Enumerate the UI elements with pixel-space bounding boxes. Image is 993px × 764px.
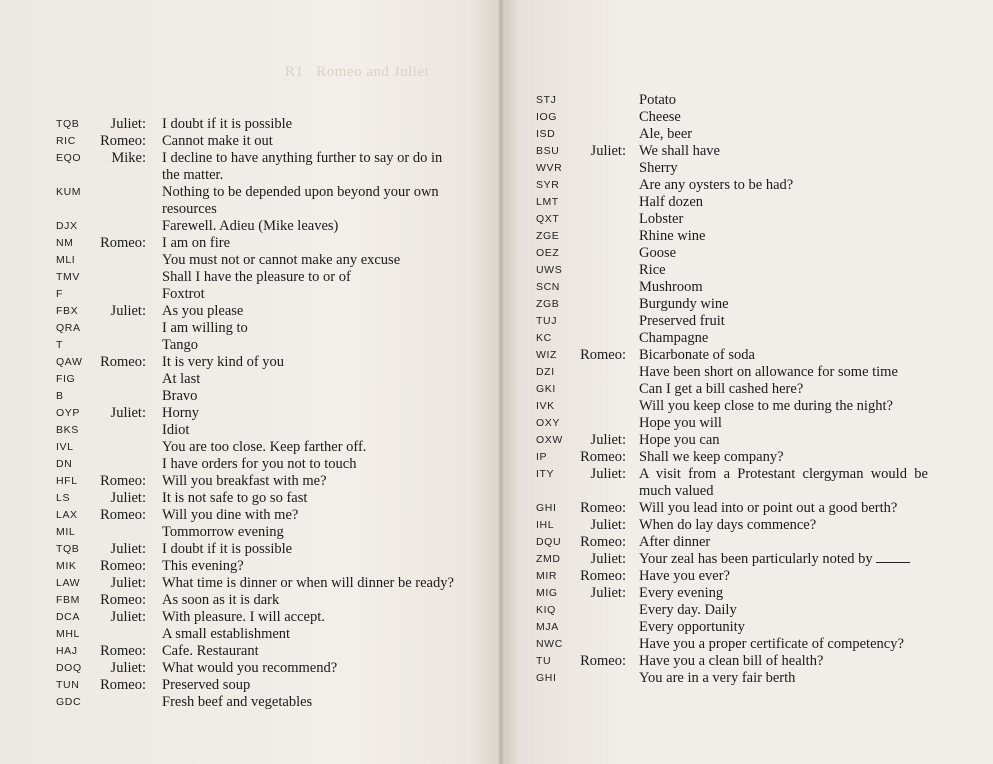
signal-code: QXT <box>536 213 560 225</box>
code-entry-row <box>0 473 500 490</box>
code-entry-row <box>0 592 500 609</box>
signal-code: TUN <box>56 679 80 691</box>
speaker-label: Romeo: <box>580 449 626 465</box>
code-entry-row <box>0 201 500 218</box>
signal-code: NM <box>56 237 74 249</box>
signal-code: TQB <box>56 118 80 130</box>
code-entry-row <box>500 432 993 449</box>
signal-code: ZMD <box>536 553 561 565</box>
signal-code: DN <box>56 458 73 470</box>
message-text: Horny <box>162 405 200 421</box>
signal-code: LAX <box>56 509 78 521</box>
speaker-label: Juliet: <box>110 405 146 421</box>
message-text: Will you breakfast with me? <box>162 473 327 489</box>
message-text: You are in a very fair berth <box>639 670 796 686</box>
speaker-label: Romeo: <box>100 235 146 251</box>
message-text: When do lay days commence? <box>639 517 817 533</box>
code-entry-row <box>500 245 993 262</box>
message-text: much valued <box>639 483 714 499</box>
code-entry-row <box>0 660 500 677</box>
code-entry-row <box>500 398 993 415</box>
message-text: What would you recommend? <box>162 660 338 676</box>
code-entry-row <box>0 575 500 592</box>
code-entry-row <box>0 133 500 150</box>
signal-code: SYR <box>536 179 560 191</box>
signal-code: OEZ <box>536 247 560 259</box>
code-entry-row <box>500 160 993 177</box>
message-text: Your zeal has been particularly noted by <box>639 551 910 568</box>
speaker-label: Juliet: <box>110 490 146 506</box>
message-text: Cheese <box>639 109 681 125</box>
message-text: Lobster <box>639 211 684 227</box>
signal-code: MHL <box>56 628 80 640</box>
code-entry-row <box>0 184 500 201</box>
message-text: Every day. Daily <box>639 602 737 618</box>
signal-code: KIQ <box>536 604 556 616</box>
code-entry-row <box>0 303 500 320</box>
code-entry-row <box>500 483 993 500</box>
message-text: As soon as it is dark <box>162 592 280 608</box>
signal-code: ITY <box>536 468 555 480</box>
signal-code: EQO <box>56 152 82 164</box>
speaker-label: Juliet: <box>590 143 626 159</box>
signal-code: F <box>56 288 64 300</box>
message-text: It is not safe to go so fast <box>162 490 308 506</box>
signal-code: GHI <box>536 502 557 514</box>
code-entry-row <box>0 507 500 524</box>
code-entry-row <box>500 126 993 143</box>
code-entry-row <box>0 337 500 354</box>
speaker-label: Romeo: <box>580 500 626 516</box>
speaker-label: Juliet: <box>110 116 146 132</box>
message-text: Burgundy wine <box>639 296 729 312</box>
message-text: Have been short on allowance for some time <box>639 364 898 380</box>
signal-code: B <box>56 390 64 402</box>
code-entry-row <box>500 653 993 670</box>
message-text: resources <box>162 201 217 217</box>
code-entry-row <box>0 150 500 167</box>
code-entry-row <box>0 609 500 626</box>
speaker-label: Juliet: <box>110 303 146 319</box>
message-text: Fresh beef and vegetables <box>162 694 313 710</box>
message-text: As you please <box>162 303 244 319</box>
signal-code: IVK <box>536 400 555 412</box>
signal-code: LMT <box>536 196 559 208</box>
signal-code: FBX <box>56 305 79 317</box>
speaker-label: Juliet: <box>590 466 626 482</box>
code-entry-row <box>0 439 500 456</box>
code-entry-row <box>0 643 500 660</box>
signal-code: MLI <box>56 254 76 266</box>
code-entry-row <box>0 405 500 422</box>
signal-code: BSU <box>536 145 560 157</box>
message-text: Hope you will <box>639 415 722 431</box>
signal-code: LS <box>56 492 71 504</box>
signal-code: ISD <box>536 128 556 140</box>
code-entry-row <box>0 354 500 371</box>
message-text: I decline to have anything further to say or do in <box>162 150 443 166</box>
message-text: Rice <box>639 262 666 278</box>
speaker-label: Romeo: <box>100 558 146 574</box>
signal-code: KC <box>536 332 552 344</box>
code-entry-row <box>500 330 993 347</box>
message-text: the matter. <box>162 167 224 183</box>
message-text: Nothing to be depended upon beyond your own <box>162 184 439 200</box>
signal-code: IHL <box>536 519 555 531</box>
code-entry-row <box>500 177 993 194</box>
code-entry-row <box>500 517 993 534</box>
code-entry-row <box>0 235 500 252</box>
right-page <box>500 0 993 764</box>
code-entry-row <box>500 347 993 364</box>
message-text: Potato <box>639 92 677 108</box>
message-text: I have orders for you not to touch <box>162 456 357 472</box>
message-text: With pleasure. I will accept. <box>162 609 325 625</box>
code-entry-row <box>500 92 993 109</box>
code-entry-row <box>0 116 500 133</box>
signal-code: GDC <box>56 696 82 708</box>
signal-code: OYP <box>56 407 80 419</box>
signal-code: LAW <box>56 577 81 589</box>
code-entry-row <box>500 466 993 483</box>
speaker-label: Romeo: <box>100 677 146 693</box>
book-gutter <box>497 0 505 764</box>
code-entry-row <box>500 602 993 619</box>
message-text: Champagne <box>639 330 709 346</box>
message-text: I doubt if it is possible <box>162 116 293 132</box>
speaker-label: Juliet: <box>110 541 146 557</box>
signal-code: DJX <box>56 220 78 232</box>
signal-code: QRA <box>56 322 81 334</box>
signal-code: IVL <box>56 441 74 453</box>
signal-code: TU <box>536 655 552 667</box>
message-text: Cannot make it out <box>162 133 273 149</box>
message-text: Have you a proper certificate of competency? <box>639 636 904 652</box>
code-entry-row <box>0 167 500 184</box>
message-text: Foxtrot <box>162 286 205 302</box>
message-text: I am on fire <box>162 235 231 251</box>
signal-code: ZGB <box>536 298 560 310</box>
speaker-label: Romeo: <box>100 643 146 659</box>
speaker-label: Juliet: <box>590 432 626 448</box>
signal-code: HAJ <box>56 645 78 657</box>
message-text: After dinner <box>639 534 711 550</box>
message-text: Cafe. Restaurant <box>162 643 259 659</box>
speaker-label: Juliet: <box>590 585 626 601</box>
message-text: Are any oysters to be had? <box>639 177 794 193</box>
fill-in-blank-line <box>876 552 910 563</box>
code-entry-row <box>0 269 500 286</box>
code-entry-row <box>500 262 993 279</box>
message-text: Tango <box>162 337 199 353</box>
message-text: Shall I have the pleasure to or of <box>162 269 351 285</box>
bleed-through-header: R1 Romeo and Juliet <box>285 64 430 80</box>
code-entry-row <box>500 313 993 330</box>
code-entry-row <box>500 619 993 636</box>
code-entry-row <box>500 568 993 585</box>
message-text: Shall we keep company? <box>639 449 784 465</box>
code-entry-row <box>0 558 500 575</box>
signal-code: STJ <box>536 94 557 106</box>
signal-code: RIC <box>56 135 76 147</box>
message-text: At last <box>162 371 201 387</box>
code-entry-row <box>0 388 500 405</box>
message-text: Mushroom <box>639 279 703 295</box>
signal-code: OXW <box>536 434 563 446</box>
speaker-label: Juliet: <box>110 660 146 676</box>
message-text: Have you ever? <box>639 568 730 584</box>
signal-code: OXY <box>536 417 560 429</box>
signal-code: NWC <box>536 638 563 650</box>
code-entry-row <box>0 677 500 694</box>
signal-code: TUJ <box>536 315 558 327</box>
message-text: Half dozen <box>639 194 704 210</box>
code-entry-row <box>500 279 993 296</box>
message-text: Goose <box>639 245 677 261</box>
signal-code: QAW <box>56 356 83 368</box>
message-text: I am willing to <box>162 320 248 336</box>
message-text: Every opportunity <box>639 619 745 635</box>
message-text: What time is dinner or when will dinner be ready? <box>162 575 454 591</box>
signal-code: ZGE <box>536 230 560 242</box>
speaker-label: Romeo: <box>100 507 146 523</box>
signal-code: MIK <box>56 560 77 572</box>
message-text: It is very kind of you <box>162 354 285 370</box>
speaker-label: Romeo: <box>100 354 146 370</box>
signal-code: DQU <box>536 536 562 548</box>
code-entry-row <box>0 626 500 643</box>
speaker-label: Juliet: <box>110 609 146 625</box>
message-text: Preserved soup <box>162 677 251 693</box>
signal-code: DCA <box>56 611 80 623</box>
signal-code: IOG <box>536 111 558 123</box>
code-entry-row <box>500 381 993 398</box>
signal-code: SCN <box>536 281 560 293</box>
signal-code: WIZ <box>536 349 558 361</box>
signal-code: MIR <box>536 570 558 582</box>
message-text: Will you lead into or point out a good berth? <box>639 500 898 516</box>
message-text: Will you dine with me? <box>162 507 299 523</box>
signal-code: DZI <box>536 366 555 378</box>
signal-code: UWS <box>536 264 563 276</box>
code-entry-row <box>500 534 993 551</box>
code-entry-row <box>0 286 500 303</box>
code-entry-row <box>0 694 500 711</box>
speaker-label: Juliet: <box>590 551 626 567</box>
message-text: Can I get a bill cashed here? <box>639 381 804 397</box>
speaker-label: Romeo: <box>100 592 146 608</box>
signal-code: FBM <box>56 594 80 606</box>
code-entry-row <box>500 194 993 211</box>
code-entry-row <box>500 296 993 313</box>
speaker-label: Romeo: <box>580 568 626 584</box>
signal-code: MIG <box>536 587 558 599</box>
signal-code: T <box>56 339 64 351</box>
signal-code: FIG <box>56 373 76 385</box>
message-text: Bicarbonate of soda <box>639 347 755 363</box>
code-entry-row <box>500 211 993 228</box>
code-entry-row <box>0 218 500 235</box>
signal-code: HFL <box>56 475 78 487</box>
signal-code: TMV <box>56 271 80 283</box>
message-text: I doubt if it is possible <box>162 541 293 557</box>
speaker-label: Romeo: <box>580 653 626 669</box>
speaker-label: Mike: <box>111 150 146 166</box>
speaker-label: Juliet: <box>110 575 146 591</box>
message-text: You must not or cannot make any excuse <box>162 252 401 268</box>
code-entry-row <box>0 541 500 558</box>
code-entry-row <box>0 524 500 541</box>
message-text: Every evening <box>639 585 724 601</box>
speaker-label: Romeo: <box>100 473 146 489</box>
message-text: Ale, beer <box>639 126 693 142</box>
message-text: Tommorrow evening <box>162 524 284 540</box>
signal-code: MIL <box>56 526 76 538</box>
signal-code: KUM <box>56 186 82 198</box>
speaker-label: Romeo: <box>100 133 146 149</box>
code-entry-row <box>500 449 993 466</box>
speaker-label: Romeo: <box>580 534 626 550</box>
code-entry-row <box>500 364 993 381</box>
message-text: Idiot <box>162 422 190 438</box>
code-entry-row <box>0 490 500 507</box>
message-text: This evening? <box>162 558 244 574</box>
signal-code: GHI <box>536 672 557 684</box>
code-entry-row <box>500 500 993 517</box>
code-entry-row <box>500 585 993 602</box>
message-text: Farewell. Adieu (Mike leaves) <box>162 218 339 234</box>
signal-code: BKS <box>56 424 79 436</box>
code-entry-row <box>0 320 500 337</box>
message-text: Will you keep close to me during the night? <box>639 398 893 414</box>
message-text: Bravo <box>162 388 198 404</box>
code-entry-row <box>500 143 993 160</box>
code-entry-row <box>500 551 993 568</box>
code-entry-row <box>500 636 993 653</box>
code-entry-row <box>500 228 993 245</box>
code-entry-row <box>500 670 993 687</box>
speaker-label: Juliet: <box>590 517 626 533</box>
code-entry-row <box>0 371 500 388</box>
message-text: Have you a clean bill of health? <box>639 653 824 669</box>
message-text: You are too close. Keep farther off. <box>162 439 367 455</box>
signal-code: DOQ <box>56 662 82 674</box>
message-text: We shall have <box>639 143 720 159</box>
code-entry-row <box>0 422 500 439</box>
signal-code: TQB <box>56 543 80 555</box>
signal-code: WVR <box>536 162 563 174</box>
message-text: Hope you can <box>639 432 720 448</box>
code-entry-row <box>0 252 500 269</box>
code-entry-row <box>500 415 993 432</box>
message-text: Sherry <box>639 160 678 176</box>
message-text: Preserved fruit <box>639 313 725 329</box>
signal-code: IP <box>536 451 548 463</box>
signal-code: GKI <box>536 383 556 395</box>
message-text: A small establishment <box>162 626 291 642</box>
message-text: Rhine wine <box>639 228 706 244</box>
message-text: A visit from a Protestant clergyman would be <box>639 466 928 482</box>
code-entry-row <box>0 456 500 473</box>
speaker-label: Romeo: <box>580 347 626 363</box>
signal-code: MJA <box>536 621 559 633</box>
code-entry-row <box>500 109 993 126</box>
